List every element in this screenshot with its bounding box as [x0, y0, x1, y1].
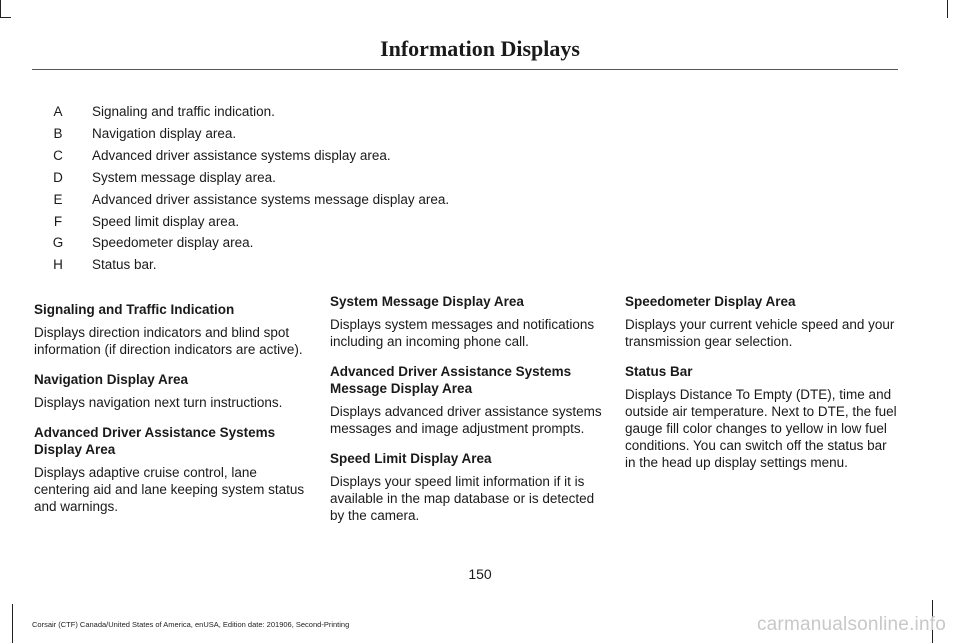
legend-key: D: [53, 169, 63, 185]
section-body-speed-limit: Displays your speed limit information if it is available in the map database or is detected by the camera.: [330, 474, 595, 523]
column-left: [34, 301, 309, 528]
legend-item: [50, 232, 850, 254]
legend-item: [50, 101, 850, 123]
section-heading-adas: Advanced Driver Assistance Systems Display Area: [34, 425, 276, 457]
section-body-status-bar: Displays Distance To Empty (DTE), time and outside air temperature. Next to DTE, the fuel gauge fill color changes to yellow in low fuel conditions. You can switch off the status bar in the head up display settings menu.: [625, 387, 897, 470]
legend-text: Status bar.: [92, 257, 157, 273]
section-body-adas: Displays adaptive cruise control, lane centering aid and lane keeping system status and warnings.: [34, 465, 305, 514]
section-body-speedometer: Displays your current vehicle speed and your transmission gear selection.: [625, 317, 895, 349]
crop-mark-top-left-h: [0, 17, 11, 18]
crop-mark-top-left: [0, 0, 1, 18]
legend-text: Signaling and traffic indication.: [92, 104, 275, 120]
legend-list: [50, 101, 850, 276]
legend-key: A: [53, 104, 63, 120]
legend-text: Advanced driver assistance systems message display area.: [92, 191, 450, 207]
section-heading-navigation: Navigation Display Area: [34, 372, 189, 387]
legend-text: System message display area.: [92, 169, 276, 185]
section-heading-speedometer: Speedometer Display Area: [625, 294, 796, 309]
watermark: carmanualsonline.info: [756, 614, 946, 635]
section-heading-status-bar: Status Bar: [625, 364, 693, 379]
legend-item: [50, 210, 850, 232]
legend-item: [50, 167, 850, 189]
crop-mark-bottom-left: [12, 604, 13, 643]
legend-key: F: [53, 213, 63, 229]
legend-key: G: [52, 235, 64, 251]
legend-text: Advanced driver assistance systems display area.: [92, 148, 391, 164]
legend-key: E: [53, 191, 63, 207]
page-title: Information Displays: [380, 36, 580, 61]
section-heading-adas-message: Advanced Driver Assistance Systems Message Display Area: [330, 364, 572, 396]
section-body-navigation: Displays navigation next turn instructions.: [34, 395, 283, 410]
section-heading-signaling: Signaling and Traffic Indication: [34, 302, 235, 317]
section-body-system-message: Displays system messages and notifications including an incoming phone call.: [330, 317, 595, 349]
section-body-signaling: Displays direction indicators and blind spot information (if direction indicators are active).: [34, 325, 303, 357]
legend-key: B: [53, 126, 63, 142]
section-heading-system-message: System Message Display Area: [330, 294, 524, 309]
edition-footer: Corsair (CTF) Canada/United States of America, enUSA, Edition date: 201906, Second-Printing: [32, 620, 350, 629]
legend-key: H: [53, 257, 63, 273]
legend-text: Navigation display area.: [92, 126, 237, 142]
legend-item: [50, 145, 850, 167]
page-number: 150: [468, 566, 492, 582]
section-heading-speed-limit: Speed Limit Display Area: [330, 451, 492, 466]
legend-key: C: [53, 148, 63, 164]
crop-mark-top-right: [947, 0, 948, 18]
legend-item: [50, 254, 850, 276]
legend-text: Speedometer display area.: [92, 235, 254, 251]
header-divider: [32, 69, 898, 70]
legend-item: [50, 188, 850, 210]
column-middle: [330, 293, 605, 537]
legend-item: [50, 123, 850, 145]
legend-text: Speed limit display area.: [92, 213, 240, 229]
section-body-adas-message: Displays advanced driver assistance systems messages and image adjustment prompts.: [330, 404, 602, 436]
column-right: [625, 293, 900, 484]
